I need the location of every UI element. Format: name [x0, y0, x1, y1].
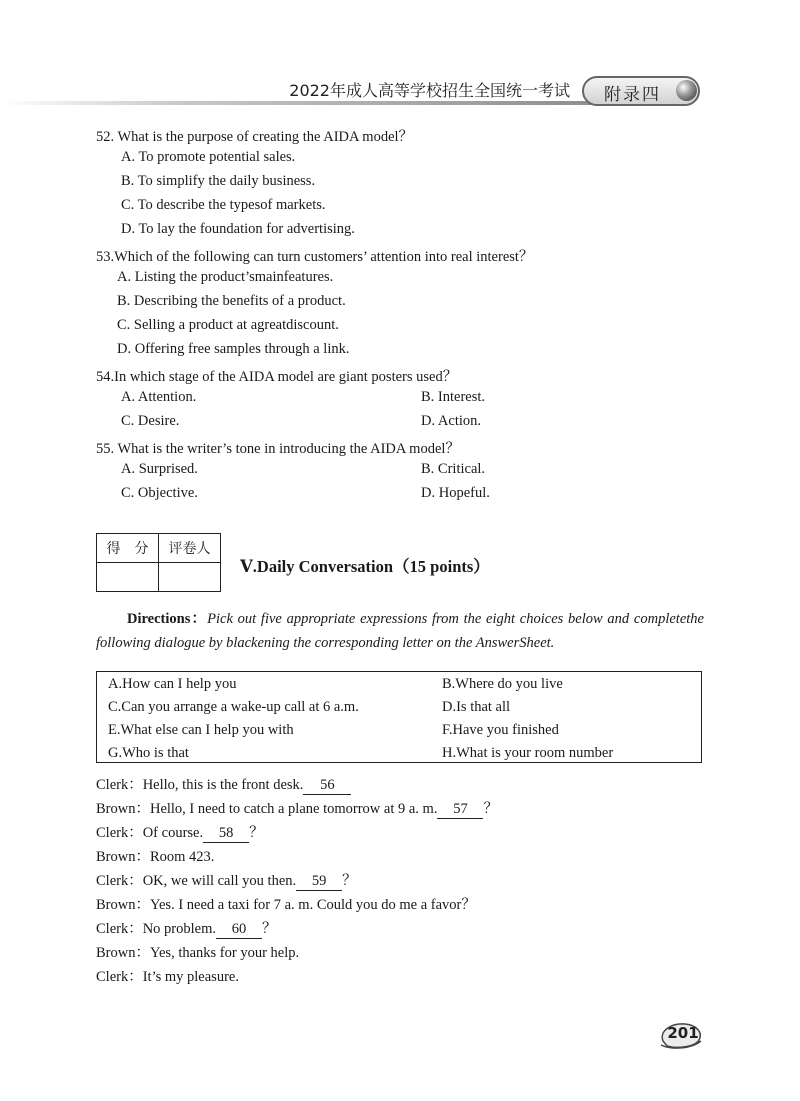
directions-text: Pick out five appropriate expressions from the eight choices below and completethe following dialogue by blackening the corresponding letter on the AnswerSheet. [96, 611, 704, 651]
dialogue-line-3: Clerk：Of course. 58 ？ [96, 825, 264, 841]
grader-cell [159, 563, 221, 592]
choice-b: B.Where do you live [442, 676, 563, 692]
question-53-option-d: D. Offering free samples through a link. [117, 341, 350, 357]
blank-58: 58 [203, 825, 249, 843]
exam-title: 2022年成人高等学校招生全国统一考试 [289, 81, 570, 100]
question-52-option-c: C. To describe the typesof markets. [121, 197, 326, 213]
question-53-option-b: B. Describing the benefits of a product. [117, 293, 346, 309]
question-53-option-a: A. Listing the product’smainfeatures. [117, 269, 334, 285]
dialogue-line-7: Clerk：No problem. 60 ？ [96, 921, 277, 937]
dialogue-line-6: Brown：Yes. I need a taxi for 7 a. m. Could you do me a favor？ [96, 897, 476, 913]
question-52-option-b: B. To simplify the daily business. [121, 173, 316, 189]
page-number: 201 [667, 1024, 699, 1042]
question-54-option-a: A. Attention. [121, 389, 197, 405]
question-55-option-a: A. Surprised. [121, 461, 198, 477]
question-55-option-b: B. Critical. [421, 461, 486, 477]
blank-60: 60 [216, 921, 262, 939]
question-52-option-d: D. To lay the foundation for advertising. [121, 221, 355, 237]
blank-57: 57 [437, 801, 483, 819]
section-title: Ⅴ.Daily Conversation（15 points） [240, 557, 490, 576]
bullet-sphere-icon [676, 80, 697, 101]
dialogue-line-9: Clerk：It’s my pleasure. [96, 969, 239, 985]
question-55-option-d: D. Hopeful. [421, 485, 490, 501]
choice-f: F.Have you finished [442, 722, 559, 738]
choice-a: A.How can I help you [108, 676, 237, 692]
blank-56: 56 [303, 777, 351, 795]
question-54-option-c: C. Desire. [121, 413, 180, 429]
question-54-option-d: D. Action. [421, 413, 482, 429]
question-54-stem: 54.In which stage of the AIDA model are giant posters used？ [96, 369, 458, 385]
choice-c: C.Can you arrange a wake-up call at 6 a.m. [108, 699, 359, 715]
question-52-stem: 52. What is the purpose of creating the AIDA model？ [96, 129, 414, 145]
choice-e: E.What else can I help you with [108, 722, 294, 738]
blank-59: 59 [296, 873, 342, 891]
dialogue-line-1: Clerk：Hello, this is the front desk. 56 [96, 773, 351, 795]
question-53-option-c: C. Selling a product at agreatdiscount. [117, 317, 339, 333]
question-54-option-b: B. Interest. [421, 389, 486, 405]
dialogue-line-2: Brown：Hello, I need to catch a plane tomorrow at 9 a. m. 57 ？ [96, 801, 498, 817]
appendix-tab-label: 附录四 [604, 85, 661, 105]
directions-label: Directions： [127, 611, 208, 627]
choice-g: G.Who is that [108, 745, 189, 761]
directions [96, 607, 704, 655]
score-label: 得 分 [97, 534, 159, 563]
dialogue-line-8: Brown：Yes, thanks for your help. [96, 945, 300, 961]
choice-d: D.Is that all [442, 699, 511, 715]
dialogue-line-5: Clerk：OK, we will call you then. 59 ？ [96, 873, 357, 889]
question-52-option-a: A. To promote potential sales. [121, 149, 296, 165]
choices-box [96, 671, 702, 763]
score-cell [97, 563, 159, 592]
question-55-option-c: C. Objective. [121, 485, 198, 501]
choice-h: H.What is your room number [442, 745, 614, 761]
score-box [96, 533, 221, 592]
grader-label: 评卷人 [159, 534, 221, 563]
dialogue-line-4: Brown：Room 423. [96, 849, 215, 865]
header-rule [0, 101, 592, 105]
question-55-stem: 55. What is the writer’s tone in introducing the AIDA model？ [96, 441, 460, 457]
question-53-stem: 53.Which of the following can turn customers’ attention into real interest？ [96, 249, 534, 265]
